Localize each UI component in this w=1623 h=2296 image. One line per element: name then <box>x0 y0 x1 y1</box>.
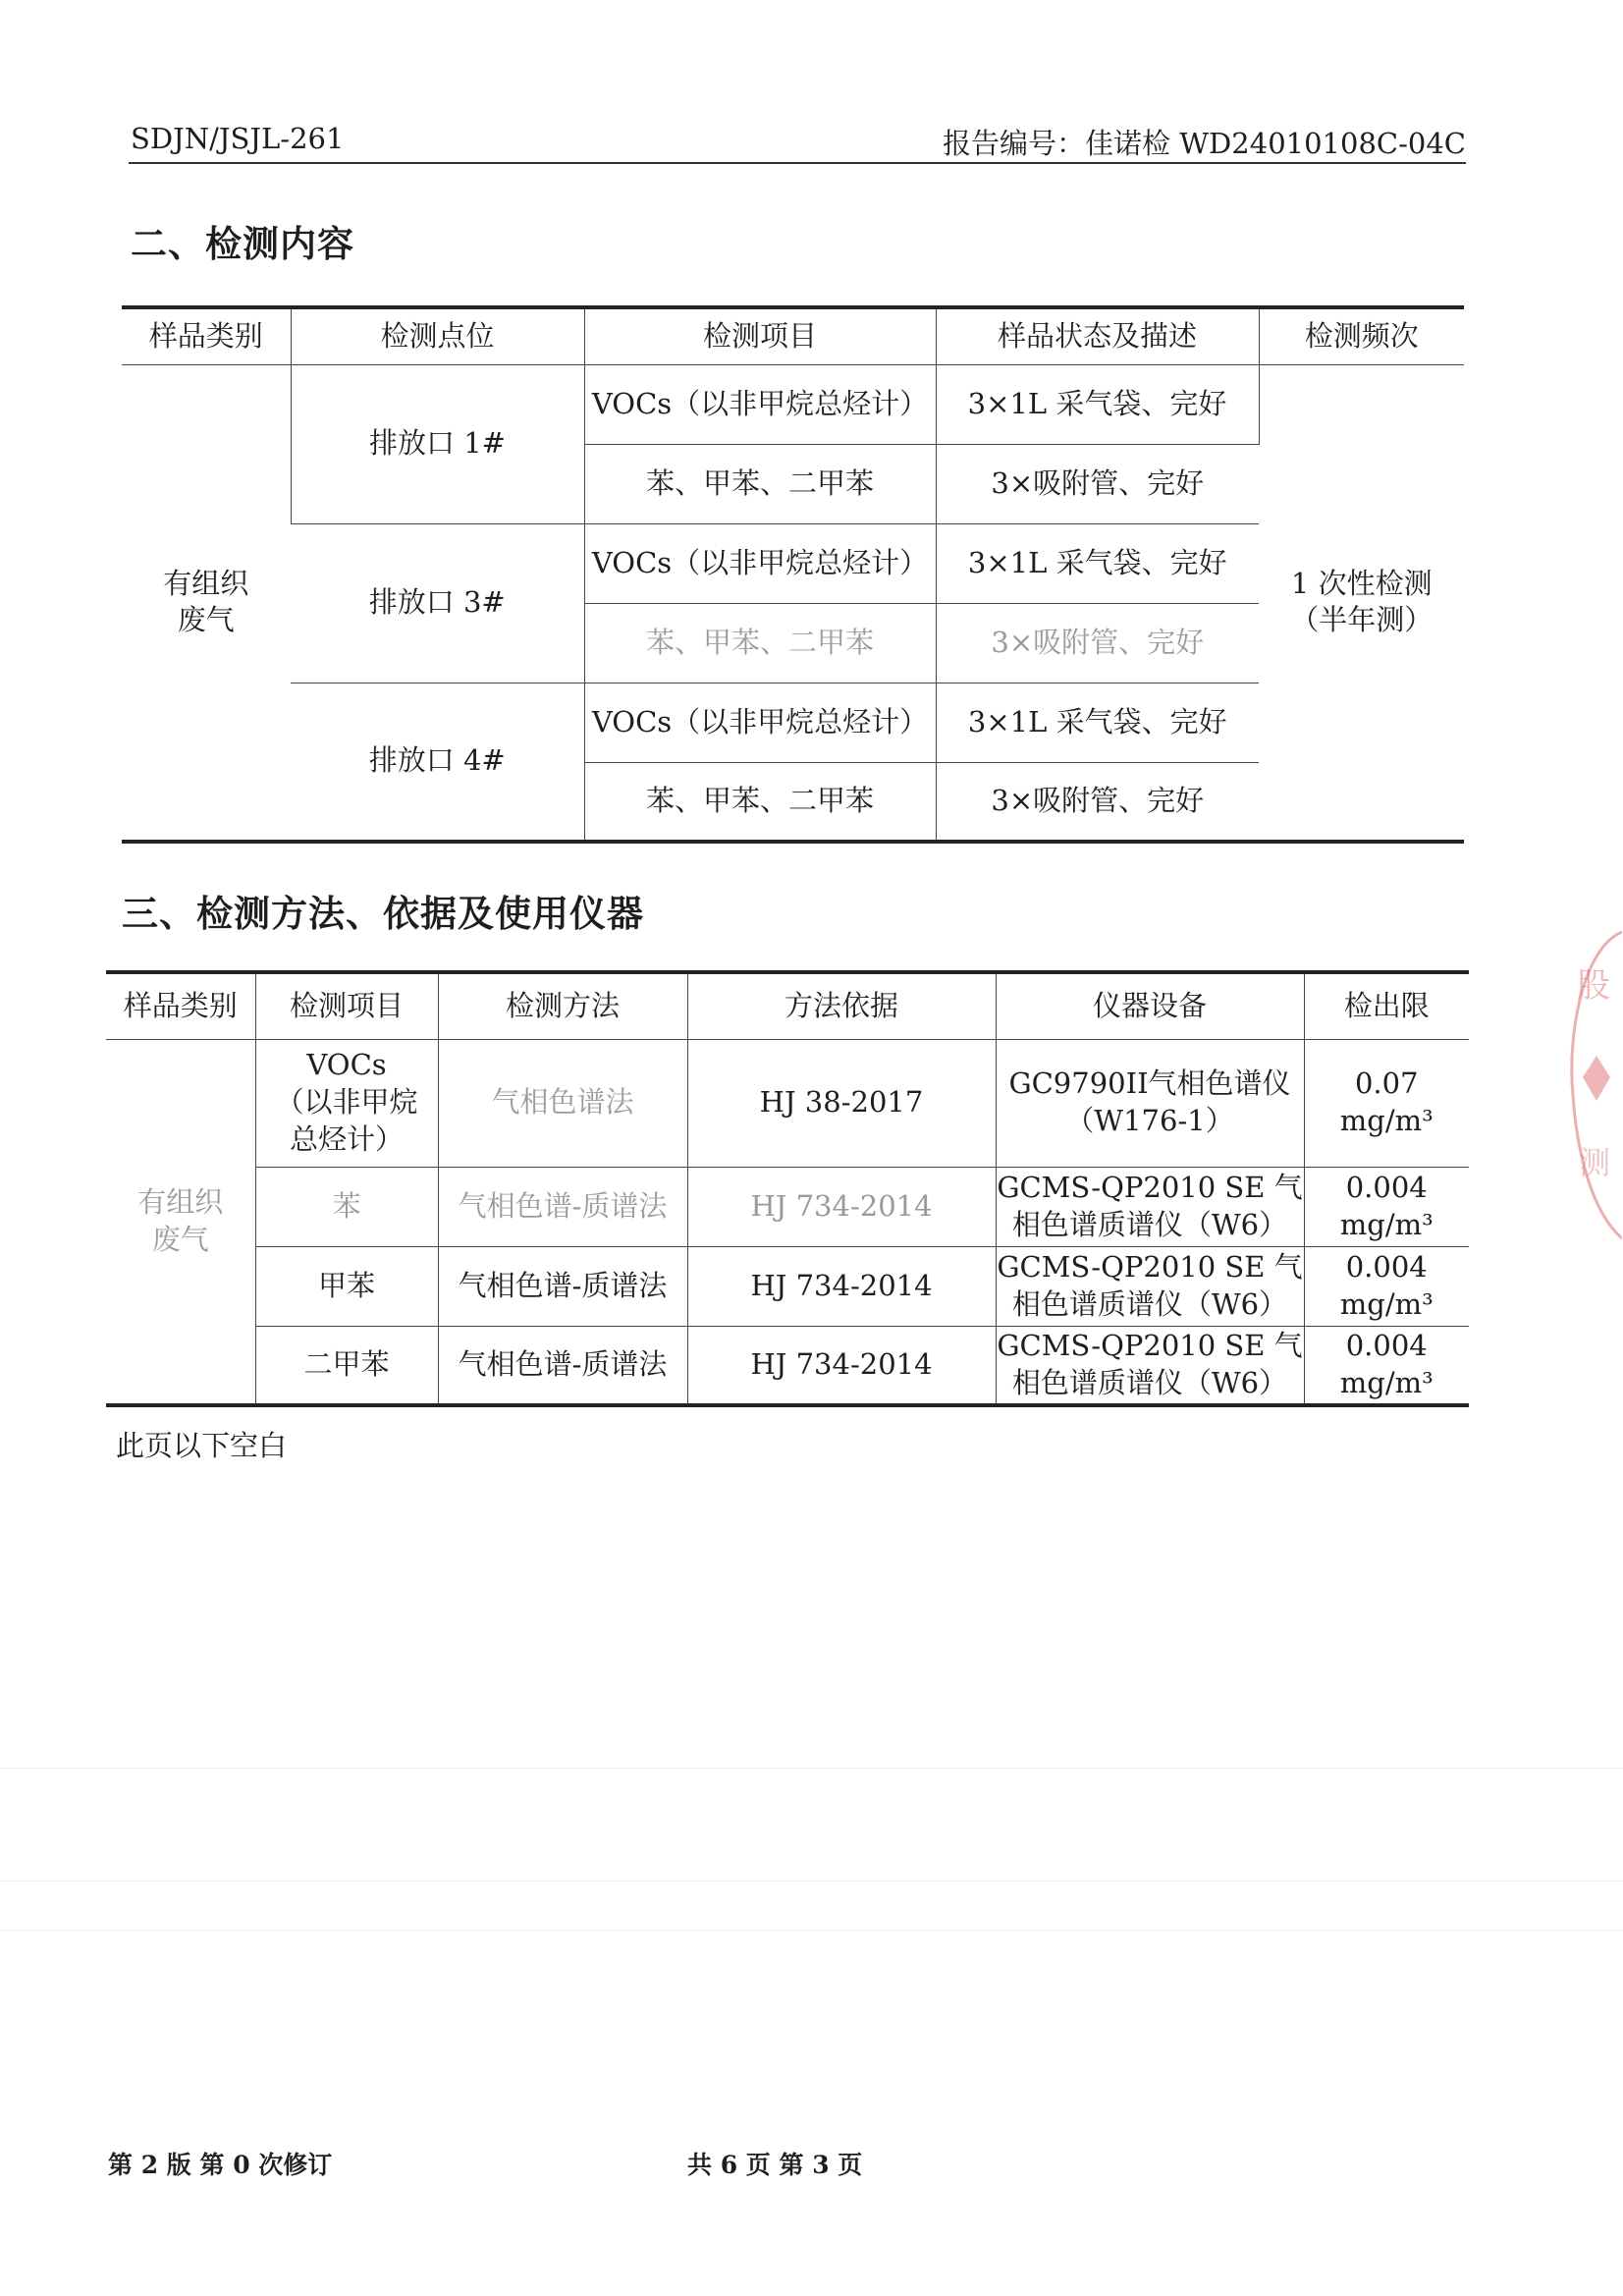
column-header: 检测点位 <box>291 307 584 364</box>
detection-limit <box>1304 1039 1469 1167</box>
sample-state: 3×1L 采气袋、完好 <box>936 683 1259 762</box>
limit-value: 0.07 <box>1354 1066 1419 1101</box>
frequency-line: 1 次性检测 <box>1290 566 1433 600</box>
category-line: 废气 <box>177 603 235 637</box>
detection-item: VOCs（以非甲烷总烃计） <box>584 364 936 444</box>
sample-state: 3×吸附管、完好 <box>936 444 1259 523</box>
sample-state: 3×吸附管、完好 <box>936 603 1259 683</box>
report-number: 报告编号：佳诺检 WD24010108C-04C <box>943 127 1466 160</box>
instrument <box>996 1246 1304 1326</box>
column-header: 检测方法 <box>438 972 687 1039</box>
scan-artifact-line <box>0 1768 1623 1769</box>
column-header: 检出限 <box>1304 972 1469 1039</box>
limit-value: 0.004 <box>1345 1170 1428 1204</box>
method-basis: HJ 734-2014 <box>687 1167 996 1246</box>
category-line: 废气 <box>151 1222 209 1256</box>
footer-version: 第 2 版 第 0 次修订 <box>108 2151 333 2179</box>
limit-value: 0.004 <box>1345 1329 1428 1363</box>
instrument-line: GCMS-QP2010 SE 气 <box>997 1170 1303 1204</box>
detection-item: VOCs（以非甲烷总烃计） <box>584 683 936 762</box>
detection-limit <box>1304 1167 1469 1246</box>
detection-point: 排放口 4# <box>291 683 584 842</box>
scan-artifact-line <box>0 1881 1623 1882</box>
sample-state: 3×1L 采气袋、完好 <box>936 364 1259 444</box>
detection-method: 气相色谱-质谱法 <box>438 1246 687 1326</box>
table-row <box>106 1039 1469 1167</box>
detection-item: 苯、甲苯、二甲苯 <box>584 762 936 842</box>
category-line: 有组织 <box>137 1185 224 1220</box>
detection-item: 甲苯 <box>255 1246 438 1326</box>
detection-limit <box>1304 1326 1469 1405</box>
blank-page-note: 此页以下空白 <box>116 1429 288 1462</box>
detection-content-table <box>122 305 1464 844</box>
instrument-line: 相色谱质谱仪（W6） <box>1011 1286 1288 1321</box>
item-line: （以非甲烷 <box>275 1085 418 1120</box>
column-header: 样品类别 <box>106 972 255 1039</box>
svg-text:测: 测 <box>1579 1144 1611 1181</box>
column-header: 方法依据 <box>687 972 996 1039</box>
table-row <box>122 364 1464 444</box>
detection-point: 排放口 1# <box>291 364 584 523</box>
sample-state: 3×吸附管、完好 <box>936 762 1259 842</box>
item-line: 总烃计） <box>289 1121 404 1156</box>
instrument-line: GCMS-QP2010 SE 气 <box>997 1249 1303 1284</box>
section-3-title: 三、检测方法、依据及使用仪器 <box>122 892 644 935</box>
item-line: VOCs <box>306 1048 387 1082</box>
sample-state: 3×1L 采气袋、完好 <box>936 523 1259 603</box>
detection-limit <box>1304 1246 1469 1326</box>
table-row <box>106 1246 1469 1326</box>
limit-unit: mg/m³ <box>1339 1286 1434 1321</box>
instrument-line: GC9790II气相色谱仪 <box>1008 1066 1291 1101</box>
scan-artifact-line <box>0 1930 1623 1931</box>
frequency-line: （半年测） <box>1290 603 1434 637</box>
column-header: 检测项目 <box>584 307 936 364</box>
column-header: 仪器设备 <box>996 972 1304 1039</box>
footer-page-count: 共 6 页 第 3 页 <box>687 2151 863 2179</box>
frequency-cell <box>1259 364 1464 842</box>
limit-unit: mg/m³ <box>1339 1365 1434 1399</box>
column-header: 检测项目 <box>255 972 438 1039</box>
detection-item: VOCs（以非甲烷总烃计） <box>584 523 936 603</box>
table-row <box>106 1167 1469 1246</box>
instrument-line: 相色谱质谱仪（W6） <box>1011 1365 1288 1399</box>
detection-method: 气相色谱-质谱法 <box>438 1326 687 1405</box>
detection-item <box>255 1039 438 1167</box>
column-header: 样品状态及描述 <box>936 307 1259 364</box>
instrument <box>996 1167 1304 1246</box>
table-header-row <box>122 307 1464 364</box>
table-row <box>106 1326 1469 1405</box>
limit-unit: mg/m³ <box>1339 1104 1434 1137</box>
detection-item: 苯、甲苯、二甲苯 <box>584 603 936 683</box>
detection-item: 二甲苯 <box>255 1326 438 1405</box>
instrument <box>996 1039 1304 1167</box>
method-instrument-table <box>106 970 1469 1407</box>
sample-category-cell <box>122 364 291 842</box>
red-seal-fragment <box>1563 928 1622 1242</box>
instrument-line: 相色谱质谱仪（W6） <box>1011 1207 1288 1241</box>
section-2-title: 二、检测内容 <box>131 222 354 265</box>
instrument-line: （W176-1） <box>1065 1104 1234 1137</box>
category-line: 有组织 <box>163 566 249 600</box>
detection-point: 排放口 3# <box>291 523 584 683</box>
detection-method: 气相色谱法 <box>438 1039 687 1167</box>
method-basis: HJ 734-2014 <box>687 1246 996 1326</box>
svg-text:股: 股 <box>1577 966 1610 1006</box>
detection-item: 苯、甲苯、二甲苯 <box>584 444 936 523</box>
limit-unit: mg/m³ <box>1339 1207 1434 1241</box>
instrument-line: GCMS-QP2010 SE 气 <box>997 1329 1303 1363</box>
instrument <box>996 1326 1304 1405</box>
method-basis: HJ 734-2014 <box>687 1326 996 1405</box>
column-header: 检测频次 <box>1259 307 1464 364</box>
detection-item: 苯 <box>255 1167 438 1246</box>
column-header: 样品类别 <box>122 307 291 364</box>
detection-method: 气相色谱-质谱法 <box>438 1167 687 1246</box>
method-basis: HJ 38-2017 <box>687 1039 996 1167</box>
header-divider <box>129 162 1466 164</box>
table-header-row <box>106 972 1469 1039</box>
document-code: SDJN/JSJL-261 <box>131 122 345 155</box>
limit-value: 0.004 <box>1345 1249 1428 1284</box>
sample-category-cell <box>106 1039 255 1405</box>
